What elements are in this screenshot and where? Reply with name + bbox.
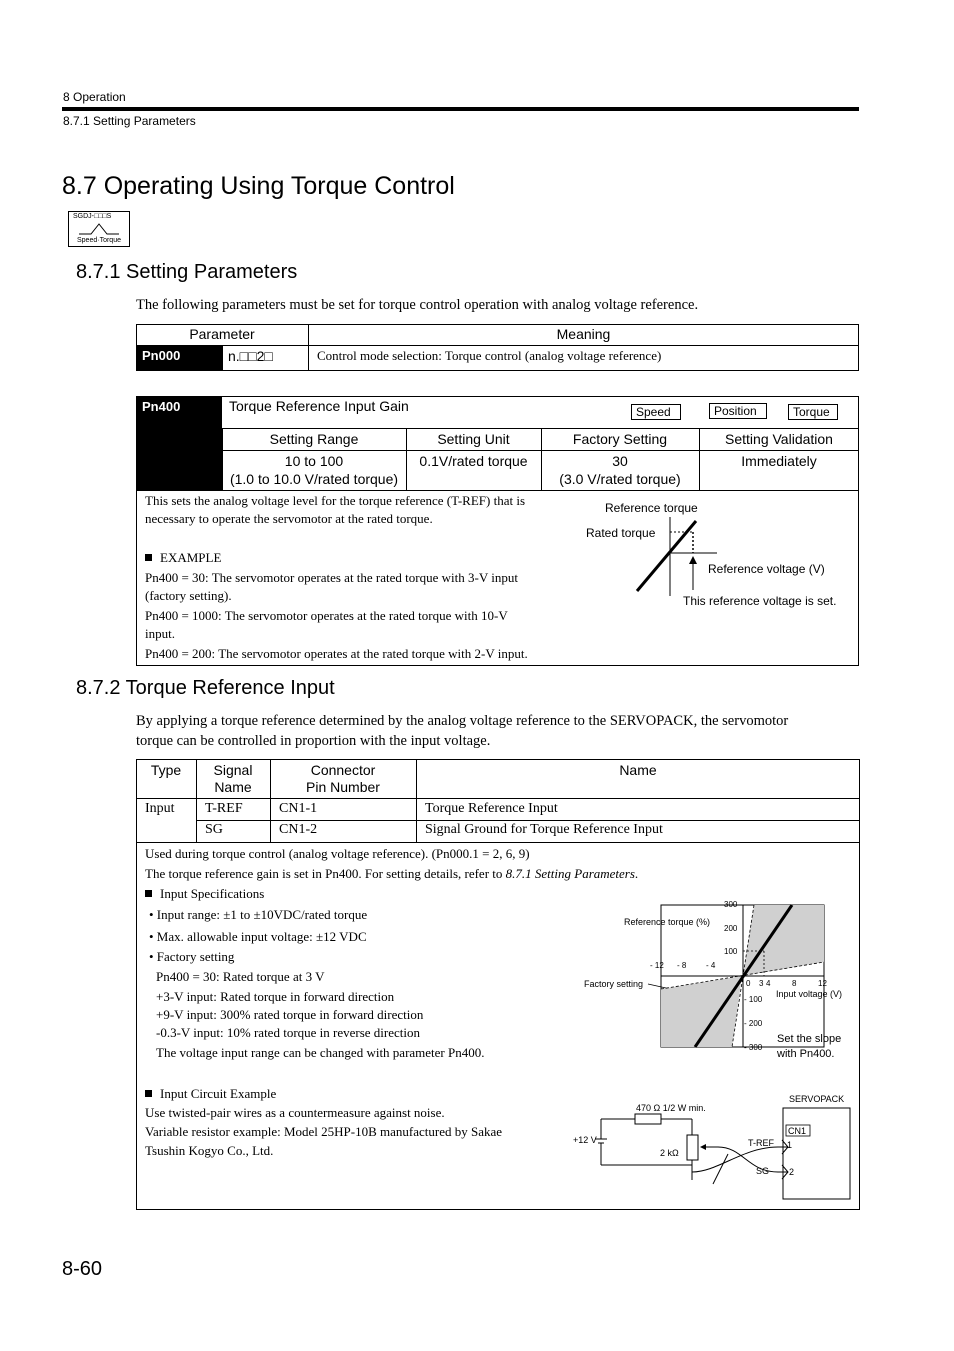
label-pin2: 2: [789, 1167, 795, 1177]
cell-signal-tref: T-REF: [205, 801, 243, 816]
tick-y-200: 200: [724, 924, 738, 933]
cell-pin-cn1-1: CN1-1: [279, 801, 318, 816]
tick-x-m12: - 12: [650, 961, 664, 970]
page-number: 8-60: [62, 1258, 103, 1280]
graph-slope-note-1: Set the slope: [777, 1033, 842, 1045]
input-circuit-notes: Input Circuit Example Use twisted-pair wires as a countermeasure against noise. Variable resistor example: Model 25HP-10B manufactured by Sakae Tsushin Kogyo Co., Ltd.: [145, 1086, 503, 1158]
tick-x-m8: - 8: [677, 961, 687, 970]
header-chapter: 8 Operation: [63, 90, 126, 104]
cell-type-input: Input: [145, 801, 175, 816]
tick-x-3: 3: [759, 979, 764, 988]
hdr-setting-validation: Setting Validation: [725, 431, 833, 447]
label-sg: SG: [756, 1166, 770, 1176]
label-servopack: SERVOPACK: [789, 1094, 845, 1104]
header-rule: [62, 107, 859, 111]
tick-y-m300: - 300: [744, 1043, 763, 1052]
pn400-name: Torque Reference Input Gain: [229, 398, 409, 414]
param-pn000-value: n.□□2□: [228, 348, 273, 364]
val-factory-2: (3.0 V/rated torque): [559, 471, 681, 487]
torque-reference-graph: [580, 894, 855, 1064]
tick-y-m100: - 100: [744, 995, 763, 1004]
cell-signal-sg: SG: [205, 822, 223, 837]
badge-mode: Speed·Torque: [77, 237, 121, 244]
tick-y-100: 100: [724, 947, 738, 956]
input-spec-list: • Input range: ±1 to ±10VDC/rated torque • Max. allowable input voltage: ±12 VDC • Factory setting Pn400 = 30: Rated torque at 3 V +3-V input: Rated torque in forward direction +9-V input: 300% rated torque in forward direction -0.3-V input: 10% rated torque in reverse direction The voltage input range can be changed with parameter Pn400.: [149, 907, 485, 1060]
label-pot: 2 kΩ: [660, 1148, 679, 1158]
param-pn000-meaning: Control mode selection: Torque control (analog voltage reference): [317, 348, 662, 363]
label-cn1: CN1: [788, 1126, 807, 1136]
graph-xlabel: Input voltage (V): [776, 989, 843, 999]
col-parameter: Parameter: [189, 326, 255, 342]
bullet-square-icon: [145, 554, 152, 561]
torque-gain-diagram: [580, 496, 855, 616]
tag-torque: Torque: [788, 404, 838, 420]
torque-input-notes: Used during torque control (analog voltage reference). (Pn000.1 = 2, 6, 9) The torque reference gain is set in Pn400. For setting details, refer to 8.7.1 Setting Parameters. Input Specifications: [145, 846, 639, 901]
section-title-872: 8.7.2 Torque Reference Input: [76, 677, 335, 699]
input-circuit-diagram: [568, 1088, 853, 1206]
page-title: 8.7 Operating Using Torque Control: [62, 172, 455, 200]
val-validation: Immediately: [741, 453, 817, 469]
val-range-1: 10 to 100: [284, 453, 344, 469]
param-pn400: Pn400: [137, 397, 222, 490]
graph-slope-note-2: with Pn400.: [777, 1048, 835, 1060]
section-872-intro: By applying a torque reference determined by the analog voltage reference to the SERVOPACK, the servomotor torque can be controlled in proportion with the input voltage.: [136, 713, 789, 749]
label-tref: T-REF: [748, 1138, 774, 1148]
hdr-setting-range: Setting Range: [269, 431, 359, 447]
label-pin1: 1: [787, 1140, 793, 1150]
pn400-example: EXAMPLE Pn400 = 30: The servomotor operates at the rated torque with 3-V input (factory setting). Pn400 = 1000: The servomotor operates at the rated torque with 10-V input. Pn400 = 200: The servomotor operates at the rated torque with 2-V input.: [145, 550, 528, 661]
tick-x-12: 12: [818, 979, 827, 988]
col-meaning: Meaning: [556, 326, 611, 342]
cell-name-sg: Signal Ground for Torque Reference Input: [425, 822, 663, 837]
tick-x-m4: - 4: [706, 961, 716, 970]
cell-pin-cn1-2: CN1-2: [279, 822, 318, 837]
graph-ylabel: Reference torque (%): [624, 917, 711, 927]
graph-factory-setting: Factory setting: [584, 979, 644, 989]
bullet-square-icon: [145, 890, 152, 897]
bullet-square-icon: [145, 1090, 152, 1097]
hdr-factory-setting: Factory Setting: [572, 431, 668, 447]
label-rated-torque: Rated torque: [586, 526, 656, 540]
pn400-desc: This sets the analog voltage level for the torque reference (T-REF) that is necessary to operate the servomotor at the rated torque.: [145, 493, 526, 526]
val-unit: 0.1V/rated torque: [419, 453, 528, 469]
val-range-2: (1.0 to 10.0 V/rated torque): [229, 471, 399, 487]
cell-name-tref: Torque Reference Input: [425, 801, 558, 816]
hdr-type: Type: [150, 762, 182, 778]
section-title-871: 8.7.1 Setting Parameters: [76, 261, 298, 283]
header-section: 8.7.1 Setting Parameters: [63, 114, 196, 128]
hdr-name: Name: [619, 762, 657, 778]
label-reference-torque: Reference torque: [605, 501, 698, 515]
label-set-note: This reference voltage is set.: [683, 594, 837, 608]
applicable-model-badge: [68, 211, 130, 247]
tick-y-300: 300: [724, 900, 738, 909]
tick-x-4: 4: [766, 979, 771, 988]
tick-x-8: 8: [792, 979, 797, 988]
section-871-intro: The following parameters must be set for torque control operation with analog voltage reference.: [136, 297, 699, 313]
hdr-setting-unit: Setting Unit: [437, 431, 510, 447]
badge-model: SGDJ-□□□S: [73, 213, 112, 220]
hdr-signal-name: Signal Name: [213, 762, 253, 795]
tag-position: Position: [709, 403, 767, 419]
param-pn000: Pn000: [137, 346, 222, 370]
hdr-connector-pin: Connector Pin Number: [306, 762, 380, 795]
val-factory-1: 30: [612, 453, 628, 469]
tick-x-0: 0: [746, 979, 751, 988]
label-reference-voltage: Reference voltage (V): [708, 562, 825, 576]
badge-icon: [77, 222, 121, 236]
tag-speed: Speed: [631, 404, 681, 420]
label-resistor: 470 Ω 1/2 W min.: [636, 1103, 706, 1113]
label-supply: +12 V: [573, 1135, 597, 1145]
tick-y-m200: - 200: [744, 1019, 763, 1028]
